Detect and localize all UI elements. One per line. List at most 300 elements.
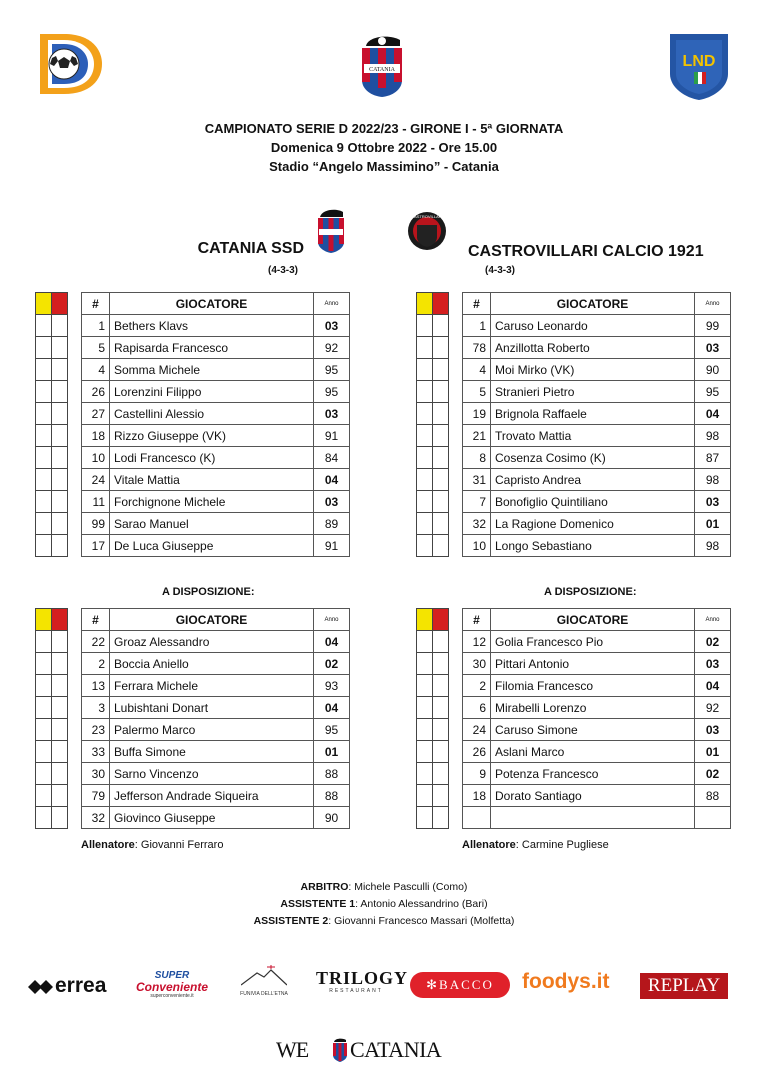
player-number: 4	[463, 359, 491, 381]
player-number: 26	[463, 741, 491, 763]
yellow-card-cell	[36, 469, 52, 491]
yellow-card-cell	[36, 425, 52, 447]
player-row	[82, 763, 350, 785]
player-year: 02	[314, 653, 350, 675]
away-coach-name: : Carmine Pugliese	[515, 839, 609, 851]
player-name: Rapisarda Francesco	[110, 337, 314, 359]
player-row	[82, 719, 350, 741]
funivia-text: FUNIVIA DELL'ETNA	[240, 991, 288, 997]
player-year: 89	[314, 513, 350, 535]
player-number: 27	[82, 403, 110, 425]
player-name: La Ragione Domenico	[491, 513, 695, 535]
player-row	[463, 675, 731, 697]
red-card-cell	[433, 763, 449, 785]
red-card-cell	[433, 535, 449, 557]
player-year: 04	[314, 631, 350, 653]
red-card-cell	[433, 653, 449, 675]
red-card-cell	[433, 359, 449, 381]
player-name: Longo Sebastiano	[491, 535, 695, 557]
player-row	[82, 807, 350, 829]
player-number: 5	[463, 381, 491, 403]
player-name: Palermo Marco	[110, 719, 314, 741]
player-number: 10	[82, 447, 110, 469]
player-name: Forchignone Michele	[110, 491, 314, 513]
yellow-card-cell	[417, 763, 433, 785]
conveniente-url: superconveniente.it	[150, 993, 194, 999]
mountain-icon	[241, 964, 287, 986]
player-name: Filomia Francesco	[491, 675, 695, 697]
player-number: 8	[463, 447, 491, 469]
player-number: 24	[463, 719, 491, 741]
player-year: 03	[314, 315, 350, 337]
red-card-cell	[433, 697, 449, 719]
red-card-cell	[433, 491, 449, 513]
player-year: 92	[695, 697, 731, 719]
red-card-cell	[52, 785, 68, 807]
red-card-cell	[52, 337, 68, 359]
player-name: Aslani Marco	[491, 741, 695, 763]
yellow-card-cell	[417, 359, 433, 381]
player-number: 30	[82, 763, 110, 785]
home-starters-table	[81, 292, 350, 557]
player-year: 98	[695, 425, 731, 447]
player-number: 32	[82, 807, 110, 829]
player-name: Giovinco Giuseppe	[110, 807, 314, 829]
player-year: 84	[314, 447, 350, 469]
home-bench-card-grid	[35, 608, 68, 829]
player-name: Golia Francesco Pio	[491, 631, 695, 653]
errea-icon	[28, 979, 54, 995]
player-name: Cosenza Cosimo (K)	[491, 447, 695, 469]
player-number: 12	[463, 631, 491, 653]
column-player: GIOCATORE	[491, 609, 695, 631]
yellow-card-cell	[417, 697, 433, 719]
match-info	[0, 119, 768, 176]
column-number: #	[463, 609, 491, 631]
super-text: SUPER	[154, 970, 190, 981]
player-row	[82, 469, 350, 491]
red-card-cell	[52, 653, 68, 675]
player-row	[463, 631, 731, 653]
column-year: Anno	[695, 609, 731, 631]
red-card-cell	[52, 807, 68, 829]
player-row	[82, 491, 350, 513]
player-year: 03	[314, 403, 350, 425]
player-number: 5	[82, 337, 110, 359]
player-number: 1	[82, 315, 110, 337]
yellow-card-cell	[36, 447, 52, 469]
player-name: Somma Michele	[110, 359, 314, 381]
player-name: Brignola Raffaele	[491, 403, 695, 425]
player-year: 90	[695, 359, 731, 381]
player-year: 91	[314, 535, 350, 557]
yellow-card-header	[36, 293, 52, 315]
away-team-name: CASTROVILLARI CALCIO 1921	[468, 243, 704, 260]
player-number: 24	[82, 469, 110, 491]
yellow-card-cell	[36, 807, 52, 829]
yellow-card-cell	[36, 535, 52, 557]
red-card-cell	[52, 403, 68, 425]
competition-line: CAMPIONATO SERIE D 2022/23 - GIRONE I - 5ª GIORNATA	[204, 121, 564, 136]
player-name: Mirabelli Lorenzo	[491, 697, 695, 719]
away-coach-label: Allenatore	[462, 839, 516, 851]
red-card-header	[52, 293, 68, 315]
yellow-card-cell	[417, 447, 433, 469]
player-row	[463, 337, 731, 359]
player-row	[463, 469, 731, 491]
yellow-card-cell	[417, 337, 433, 359]
player-name: Caruso Leonardo	[491, 315, 695, 337]
player-name: Anzillotta Roberto	[491, 337, 695, 359]
red-card-cell	[433, 785, 449, 807]
officials	[0, 879, 768, 930]
crest-text: CATANIA	[369, 67, 395, 73]
red-card-cell	[433, 741, 449, 763]
player-name: Lorenzini Filippo	[110, 381, 314, 403]
player-name: De Luca Giuseppe	[110, 535, 314, 557]
player-year: 95	[314, 381, 350, 403]
yellow-card-cell	[417, 807, 433, 829]
player-number: 6	[463, 697, 491, 719]
player-number: 22	[82, 631, 110, 653]
player-year: 95	[314, 359, 350, 381]
player-number: 78	[463, 337, 491, 359]
player-number: 33	[82, 741, 110, 763]
player-row	[463, 807, 731, 829]
player-number: 9	[463, 763, 491, 785]
yellow-card-cell	[36, 381, 52, 403]
player-name: Lubishtani Donart	[110, 697, 314, 719]
player-row	[463, 513, 731, 535]
yellow-card-cell	[36, 719, 52, 741]
red-card-cell	[52, 469, 68, 491]
away-formation: (4-3-3)	[485, 265, 516, 276]
serie-d-logo	[34, 30, 106, 98]
player-name: Stranieri Pietro	[491, 381, 695, 403]
player-year: 03	[695, 719, 731, 741]
player-name: Caruso Simone	[491, 719, 695, 741]
player-name: Vitale Mattia	[110, 469, 314, 491]
player-name: Trovato Mattia	[491, 425, 695, 447]
player-number: 31	[463, 469, 491, 491]
errea-text: errea	[55, 974, 107, 997]
red-card-header	[433, 293, 449, 315]
home-starters-card-grid	[35, 292, 68, 557]
red-card-cell	[52, 491, 68, 513]
red-card-cell	[433, 631, 449, 653]
player-year: 88	[314, 785, 350, 807]
column-number: #	[82, 609, 110, 631]
player-row	[463, 741, 731, 763]
away-bench-card-grid	[416, 608, 449, 829]
player-number: 4	[82, 359, 110, 381]
red-card-cell	[52, 315, 68, 337]
player-name: Bethers Klavs	[110, 315, 314, 337]
player-row	[463, 785, 731, 807]
yellow-card-cell	[417, 785, 433, 807]
player-year: 03	[695, 337, 731, 359]
yellow-card-cell	[417, 631, 433, 653]
player-row	[82, 447, 350, 469]
player-year: 04	[695, 403, 731, 425]
player-number: 13	[82, 675, 110, 697]
player-number: 11	[82, 491, 110, 513]
yellow-card-cell	[36, 697, 52, 719]
home-bench-table	[81, 608, 350, 829]
player-year: 88	[695, 785, 731, 807]
player-name: Boccia Aniello	[110, 653, 314, 675]
player-name: Lodi Francesco (K)	[110, 447, 314, 469]
yellow-card-header	[417, 609, 433, 631]
player-name: Jefferson Andrade Siqueira	[110, 785, 314, 807]
yellow-card-cell	[36, 675, 52, 697]
player-year: 93	[314, 675, 350, 697]
player-number: 7	[463, 491, 491, 513]
player-row	[82, 697, 350, 719]
red-card-cell	[52, 763, 68, 785]
player-row	[82, 653, 350, 675]
player-year: 02	[695, 763, 731, 785]
player-number: 2	[82, 653, 110, 675]
footer-we-text: WE	[276, 1037, 309, 1062]
player-row	[82, 337, 350, 359]
player-name: Potenza Francesco	[491, 763, 695, 785]
player-row	[82, 513, 350, 535]
we-catania-logo	[276, 1037, 476, 1063]
player-row	[463, 535, 731, 557]
red-card-header	[52, 609, 68, 631]
player-number: 79	[82, 785, 110, 807]
player-row	[463, 315, 731, 337]
home-coach-label: Allenatore	[81, 839, 135, 851]
player-name: Rizzo Giuseppe (VK)	[110, 425, 314, 447]
red-card-cell	[433, 381, 449, 403]
player-name: Sarao Manuel	[110, 513, 314, 535]
player-year: 99	[695, 315, 731, 337]
yellow-card-cell	[36, 653, 52, 675]
red-card-cell	[52, 741, 68, 763]
referee-label: ARBITRO	[300, 881, 349, 893]
assistant1-label: ASSISTENTE 1	[280, 898, 356, 910]
player-year: 01	[695, 513, 731, 535]
player-row	[463, 425, 731, 447]
bacco-icon: ✻	[426, 977, 440, 992]
player-name: Groaz Alessandro	[110, 631, 314, 653]
yellow-card-cell	[417, 513, 433, 535]
funivia-logo	[228, 964, 300, 1000]
catania-crest	[360, 34, 404, 98]
lnd-text: LND	[682, 53, 716, 70]
player-name: Sarno Vincenzo	[110, 763, 314, 785]
player-year: 03	[695, 491, 731, 513]
player-row	[463, 719, 731, 741]
away-coach	[462, 839, 609, 851]
red-card-cell	[433, 807, 449, 829]
column-player: GIOCATORE	[491, 293, 695, 315]
column-year: Anno	[695, 293, 731, 315]
column-number: #	[463, 293, 491, 315]
red-card-cell	[433, 315, 449, 337]
red-card-cell	[52, 697, 68, 719]
yellow-card-cell	[417, 403, 433, 425]
superconveniente-logo	[128, 971, 216, 1001]
date-line: Domenica 9 Ottobre 2022 - Ore 15.00	[270, 140, 498, 155]
player-number: 26	[82, 381, 110, 403]
red-card-cell	[52, 513, 68, 535]
yellow-card-cell	[417, 653, 433, 675]
player-year: 91	[314, 425, 350, 447]
player-row	[82, 675, 350, 697]
player-name: Capristo Andrea	[491, 469, 695, 491]
player-year: 95	[314, 719, 350, 741]
red-card-cell	[52, 425, 68, 447]
replay-logo: REPLAY	[640, 973, 728, 999]
yellow-card-cell	[417, 719, 433, 741]
red-card-cell	[52, 535, 68, 557]
red-card-header	[433, 609, 449, 631]
assistant2-line	[0, 913, 768, 930]
lnd-logo	[668, 30, 730, 102]
yellow-card-cell	[36, 491, 52, 513]
assistant1-line	[0, 896, 768, 913]
bacco-text: BACCO	[439, 977, 494, 992]
assistant2-label: ASSISTENTE 2	[253, 915, 329, 927]
red-card-cell	[433, 337, 449, 359]
player-row	[82, 359, 350, 381]
player-year	[695, 807, 731, 829]
player-year: 01	[314, 741, 350, 763]
player-number: 10	[463, 535, 491, 557]
red-card-cell	[433, 675, 449, 697]
player-number: 17	[82, 535, 110, 557]
trilogy-logo	[316, 968, 409, 1000]
column-number: #	[82, 293, 110, 315]
home-team-crest	[317, 208, 345, 254]
player-number	[463, 807, 491, 829]
player-row	[463, 491, 731, 513]
yellow-card-cell	[417, 315, 433, 337]
red-card-cell	[433, 403, 449, 425]
player-row	[463, 763, 731, 785]
player-name: Castellini Alessio	[110, 403, 314, 425]
bacco-logo	[410, 972, 510, 998]
player-row	[463, 697, 731, 719]
player-name: Buffa Simone	[110, 741, 314, 763]
away-crest-text: CASTROVILLARI	[411, 214, 443, 219]
yellow-card-cell	[36, 513, 52, 535]
player-number: 19	[463, 403, 491, 425]
player-year: 98	[695, 469, 731, 491]
home-coach	[81, 839, 223, 851]
player-year: 92	[314, 337, 350, 359]
player-number: 1	[463, 315, 491, 337]
player-year: 87	[695, 447, 731, 469]
player-row	[82, 631, 350, 653]
player-number: 3	[82, 697, 110, 719]
player-year: 04	[314, 697, 350, 719]
yellow-card-cell	[417, 491, 433, 513]
yellow-card-header	[417, 293, 433, 315]
player-row	[82, 741, 350, 763]
column-player: GIOCATORE	[110, 293, 314, 315]
conveniente-text: Conveniente	[135, 980, 208, 994]
yellow-card-cell	[36, 403, 52, 425]
home-coach-name: : Giovanni Ferraro	[134, 839, 224, 851]
yellow-card-cell	[417, 741, 433, 763]
player-number: 18	[82, 425, 110, 447]
red-card-cell	[433, 469, 449, 491]
home-team-name: CATANIA SSD	[197, 240, 304, 257]
yellow-card-cell	[36, 785, 52, 807]
red-card-cell	[433, 719, 449, 741]
player-year: 90	[314, 807, 350, 829]
red-card-cell	[433, 447, 449, 469]
player-row	[463, 403, 731, 425]
stadium-line: Stadio “Angelo Massimino” - Catania	[269, 159, 499, 174]
player-number: 21	[463, 425, 491, 447]
player-year: 04	[695, 675, 731, 697]
player-number: 30	[463, 653, 491, 675]
player-row	[82, 403, 350, 425]
assistant2-name: : Giovanni Francesco Massari (Molfetta)	[328, 915, 515, 927]
yellow-card-cell	[36, 315, 52, 337]
player-name: Dorato Santiago	[491, 785, 695, 807]
player-year: 03	[314, 491, 350, 513]
player-number: 23	[82, 719, 110, 741]
away-bench-table	[462, 608, 731, 829]
away-starters-card-grid	[416, 292, 449, 557]
player-name: Bonofiglio Quintiliano	[491, 491, 695, 513]
yellow-card-cell	[36, 741, 52, 763]
yellow-card-cell	[417, 675, 433, 697]
assistant1-name: : Antonio Alessandrino (Bari)	[355, 898, 488, 910]
trilogy-text: TRILOGY	[316, 968, 409, 988]
yellow-card-cell	[417, 425, 433, 447]
errea-logo	[28, 974, 128, 1000]
player-name	[491, 807, 695, 829]
away-team-crest	[407, 207, 447, 255]
player-row	[463, 381, 731, 403]
yellow-card-cell	[36, 763, 52, 785]
yellow-card-cell	[417, 535, 433, 557]
player-name: Moi Mirko (VK)	[491, 359, 695, 381]
red-card-cell	[433, 513, 449, 535]
player-number: 18	[463, 785, 491, 807]
yellow-card-cell	[36, 337, 52, 359]
red-card-cell	[52, 359, 68, 381]
home-bench-title: A DISPOSIZIONE:	[162, 586, 255, 598]
player-year: 04	[314, 469, 350, 491]
player-row	[82, 381, 350, 403]
red-card-cell	[52, 631, 68, 653]
player-number: 99	[82, 513, 110, 535]
player-row	[82, 425, 350, 447]
red-card-cell	[52, 675, 68, 697]
player-row	[463, 359, 731, 381]
column-player: GIOCATORE	[110, 609, 314, 631]
yellow-card-cell	[36, 359, 52, 381]
yellow-card-cell	[36, 631, 52, 653]
yellow-card-cell	[417, 381, 433, 403]
trilogy-sub-text: RESTAURANT	[329, 988, 383, 994]
player-name: Pittari Antonio	[491, 653, 695, 675]
player-row	[82, 535, 350, 557]
player-number: 2	[463, 675, 491, 697]
player-row	[82, 785, 350, 807]
player-year: 95	[695, 381, 731, 403]
red-card-cell	[52, 381, 68, 403]
footer-crest-icon	[332, 1038, 348, 1062]
